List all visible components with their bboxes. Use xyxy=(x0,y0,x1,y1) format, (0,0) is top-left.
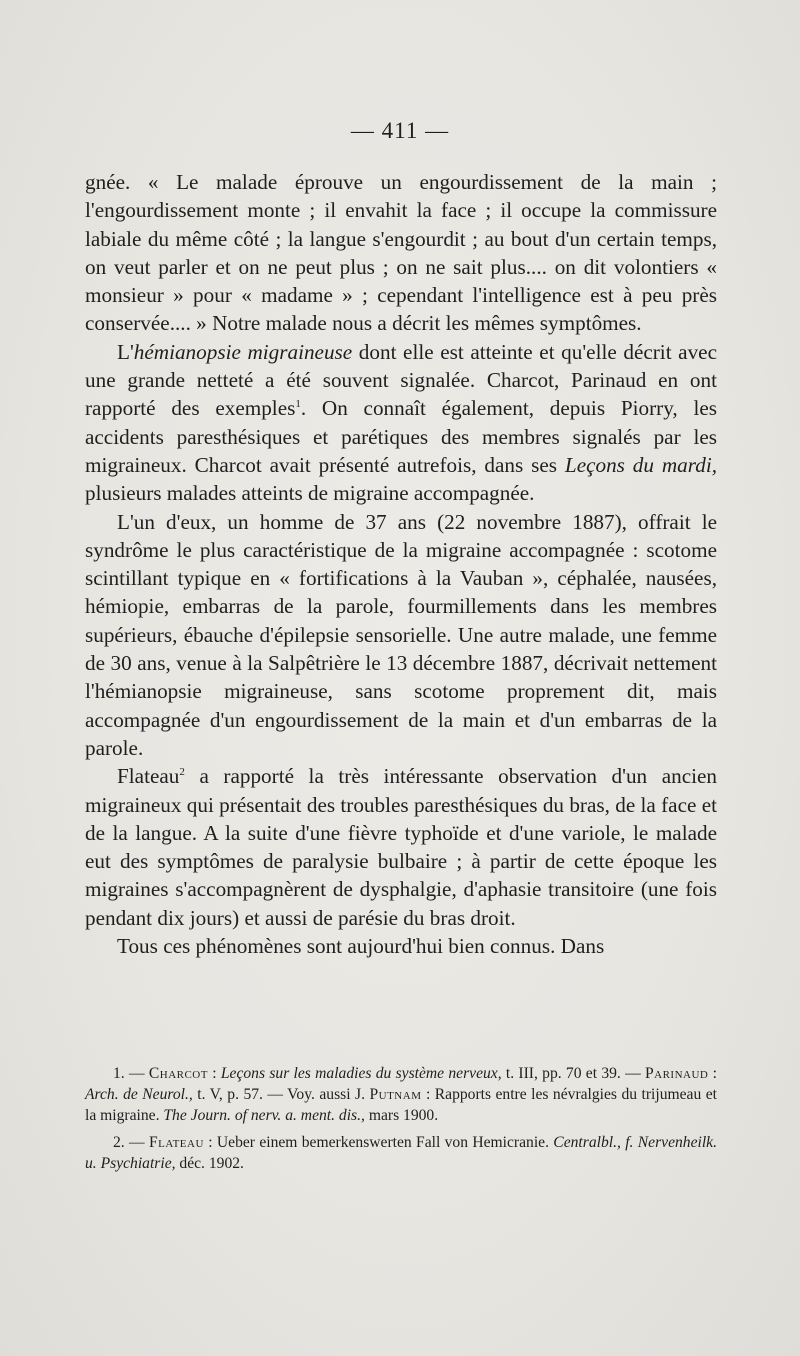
footnote-title: Centralbl., f. Nervenheilk. u. Psychiatrie, xyxy=(85,1134,717,1172)
footnote-title: Arch. de Neurol., xyxy=(85,1086,193,1103)
footnote-number: 2. — xyxy=(113,1134,149,1151)
paragraph-1 xyxy=(85,168,717,338)
paragraph-text: gnée. « Le malade éprouve un engourdissement de la main ; l'engourdissement monte ; il envahit la face ; il occupe la commissure labiale du même côté ; la langue s'engourdit ; au bout d'un certain temps, on veut parler et on ne peut plus ; on ne sait plus.... on dit volontiers « monsieur » pour « madame » ; cependant l'intelligence est à peu près conservée.... » Notre malade nous a décrit les mêmes symptômes. xyxy=(85,170,717,336)
paragraph-2 xyxy=(85,338,717,508)
footnote-title: Leçons sur les maladies du système nerveux, xyxy=(220,1065,502,1082)
paragraph-text: Tous ces phénomènes sont aujourd'hui bien connus. Dans xyxy=(117,934,605,959)
main-text xyxy=(85,168,717,960)
paragraph-4 xyxy=(85,762,717,932)
footnote-text: mars 1900. xyxy=(364,1107,439,1124)
footnote-ref: 1 xyxy=(295,398,301,411)
footnote-2 xyxy=(85,1132,717,1174)
paragraph-text: L'un d'eux, un homme de 37 ans (22 novembre 1887), offrait le syndrôme le plus caractéristique de la migraine accompagnée : scotome scintillant typique en « fortifications à la Vauban », céphalée, nausées, hémiopie, embarras de la parole, fourmillements dans les membres supérieurs, ébauche d'épilepsie sensorielle. Une autre malade, une femme de 30 ans, venue à la Salpêtrière le 13 décembre 1887, décrivait nettement l'hémianopsie migraineuse, sans scotome proprement dit, mais accompagnée d'un engourdissement de la main et d'un embarras de la parole. xyxy=(85,509,717,760)
footnote-author: Charcot xyxy=(148,1065,208,1082)
footnote-text: : xyxy=(207,1065,221,1082)
paragraph-text: plusieurs malades atteints de migraine accompagnée. xyxy=(85,481,535,506)
paragraph-text: a rapporté la très intéressante observation d'un ancien migraineux qui présentait des troubles paresthésiques du bras, de la face et de la langue. A la suite d'une fièvre typhoïde et d'une variole, le malade eut des symptômes de paralysie bulbaire ; à partir de cette époque les migraines s'accompagnèrent de dysphalgie, d'aphasie transitoire (une fois pendant dix jours) et aussi de parésie du bras droit. xyxy=(85,764,717,930)
footnote-text: : Rapports entre les névralgies du trijumeau et la migraine. xyxy=(85,1086,717,1124)
page-number: — 411 — xyxy=(350,118,450,143)
footnote-author: Putnam xyxy=(369,1086,422,1103)
paragraph-3 xyxy=(85,508,717,763)
footnote-text: t. V, p. 57. — Voy. aussi J. xyxy=(192,1086,370,1103)
paragraph-text: L' xyxy=(117,339,134,364)
footnote-1 xyxy=(85,1063,717,1126)
footnote-text: t. III, pp. 70 et 39. — xyxy=(501,1065,645,1082)
footnote-author: Flateau xyxy=(148,1134,204,1151)
footnote-text: déc. 1902. xyxy=(175,1155,244,1172)
footnote-title: The Journ. of nerv. a. ment. dis., xyxy=(163,1107,365,1124)
paragraph-text: Flateau xyxy=(117,764,180,789)
footnote-text: : Ueber einem bemerkenswerten Fall von Hemicranie. xyxy=(203,1134,554,1151)
footnote-author: Parinaud xyxy=(644,1065,709,1082)
italic-term: hémianopsie migraineuse xyxy=(133,339,353,364)
footnotes xyxy=(85,1063,717,1180)
paragraph-text: dont elle est atteinte et qu'elle décrit avec une grande netteté a été souvent signalée. Charcot, Parinaud en ont rapporté des exemples xyxy=(85,339,717,421)
italic-title: Leçons du mardi, xyxy=(564,452,717,477)
paragraph-5 xyxy=(85,932,717,960)
paragraph-text: . On connaît également, depuis Piorry, les accidents paresthésiques et parétiques des membres signalés par les migraineux. Charcot avait présenté autrefois, dans ses xyxy=(85,396,717,477)
footnote-number: 1. — xyxy=(113,1065,149,1082)
footnote-ref: 2 xyxy=(179,766,185,779)
footnote-text: : xyxy=(708,1065,717,1082)
